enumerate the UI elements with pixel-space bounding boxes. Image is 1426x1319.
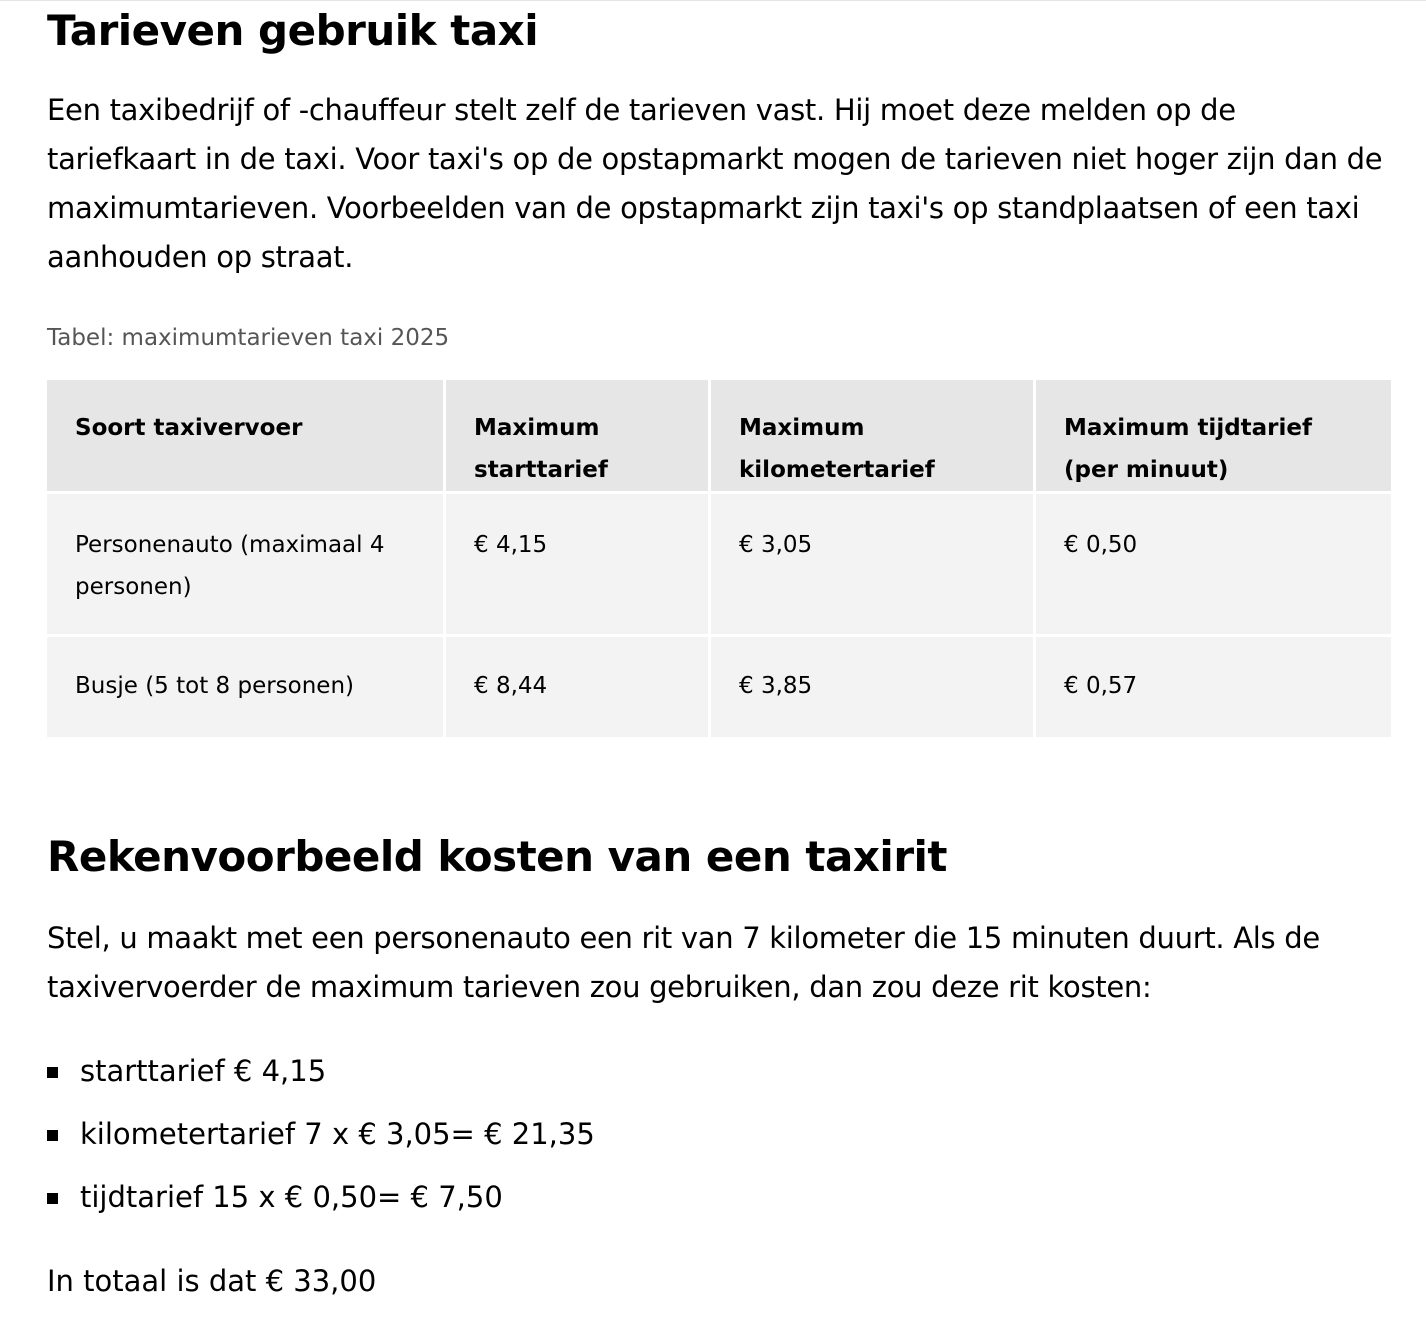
list-item-text: starttarief € 4,15 bbox=[80, 1054, 327, 1088]
cell-km: € 3,05 bbox=[711, 494, 1036, 637]
table-caption: Tabel: maximumtarieven taxi 2025 bbox=[47, 325, 450, 351]
total-cost: In totaal is dat € 33,00 bbox=[47, 1264, 377, 1298]
header-cell-km: Maximum kilometertarief bbox=[711, 380, 1036, 494]
header-cell-type: Soort taxivervoer bbox=[47, 380, 446, 494]
cell-start: € 4,15 bbox=[446, 494, 711, 637]
table-header-row bbox=[47, 380, 1391, 494]
cell-type: Personenauto (maximaal 4 personen) bbox=[47, 494, 446, 637]
cell-start: € 8,44 bbox=[446, 637, 711, 737]
intro-paragraph: Een taxibedrijf of -chauffeur stelt zelf de tarieven vast. Hij moet deze melden op de tariefkaart in de taxi. Voor taxi's op de opstapmarkt mogen de tarieven niet hoger zijn dan de maximumtarieven. Voorbeelden van de opstapmarkt zijn taxi's op standplaatsen of een taxi aanhouden op straat. bbox=[47, 93, 1383, 274]
header-cell-start: Maximum starttarief bbox=[446, 380, 711, 494]
header-cell-time: Maximum tijdtarief (per minuut) bbox=[1036, 380, 1391, 494]
cost-breakdown-list bbox=[47, 1047, 595, 1236]
square-bullet-icon bbox=[47, 1130, 58, 1141]
rates-table bbox=[47, 380, 1391, 737]
top-divider bbox=[0, 0, 1426, 1]
square-bullet-icon bbox=[47, 1193, 58, 1204]
section-title-example: Rekenvoorbeeld kosten van een taxirit bbox=[47, 832, 948, 881]
cell-time: € 0,57 bbox=[1036, 637, 1391, 737]
table-row bbox=[47, 637, 1391, 737]
square-bullet-icon bbox=[47, 1067, 58, 1078]
cell-type: Busje (5 tot 8 personen) bbox=[47, 637, 446, 737]
list-item bbox=[47, 1047, 595, 1110]
list-item bbox=[47, 1173, 595, 1236]
page-title: Tarieven gebruik taxi bbox=[47, 6, 539, 55]
list-item-text: kilometertarief 7 x € 3,05= € 21,35 bbox=[80, 1117, 595, 1151]
example-paragraph: Stel, u maakt met een personenauto een rit van 7 kilometer die 15 minuten duurt. Als de taxivervoerder de maximum tarieven zou gebruiken, dan zou deze rit kosten: bbox=[47, 921, 1320, 1004]
table-row bbox=[47, 494, 1391, 637]
list-item-text: tijdtarief 15 x € 0,50= € 7,50 bbox=[80, 1180, 503, 1214]
cell-time: € 0,50 bbox=[1036, 494, 1391, 637]
list-item bbox=[47, 1110, 595, 1173]
cell-km: € 3,85 bbox=[711, 637, 1036, 737]
